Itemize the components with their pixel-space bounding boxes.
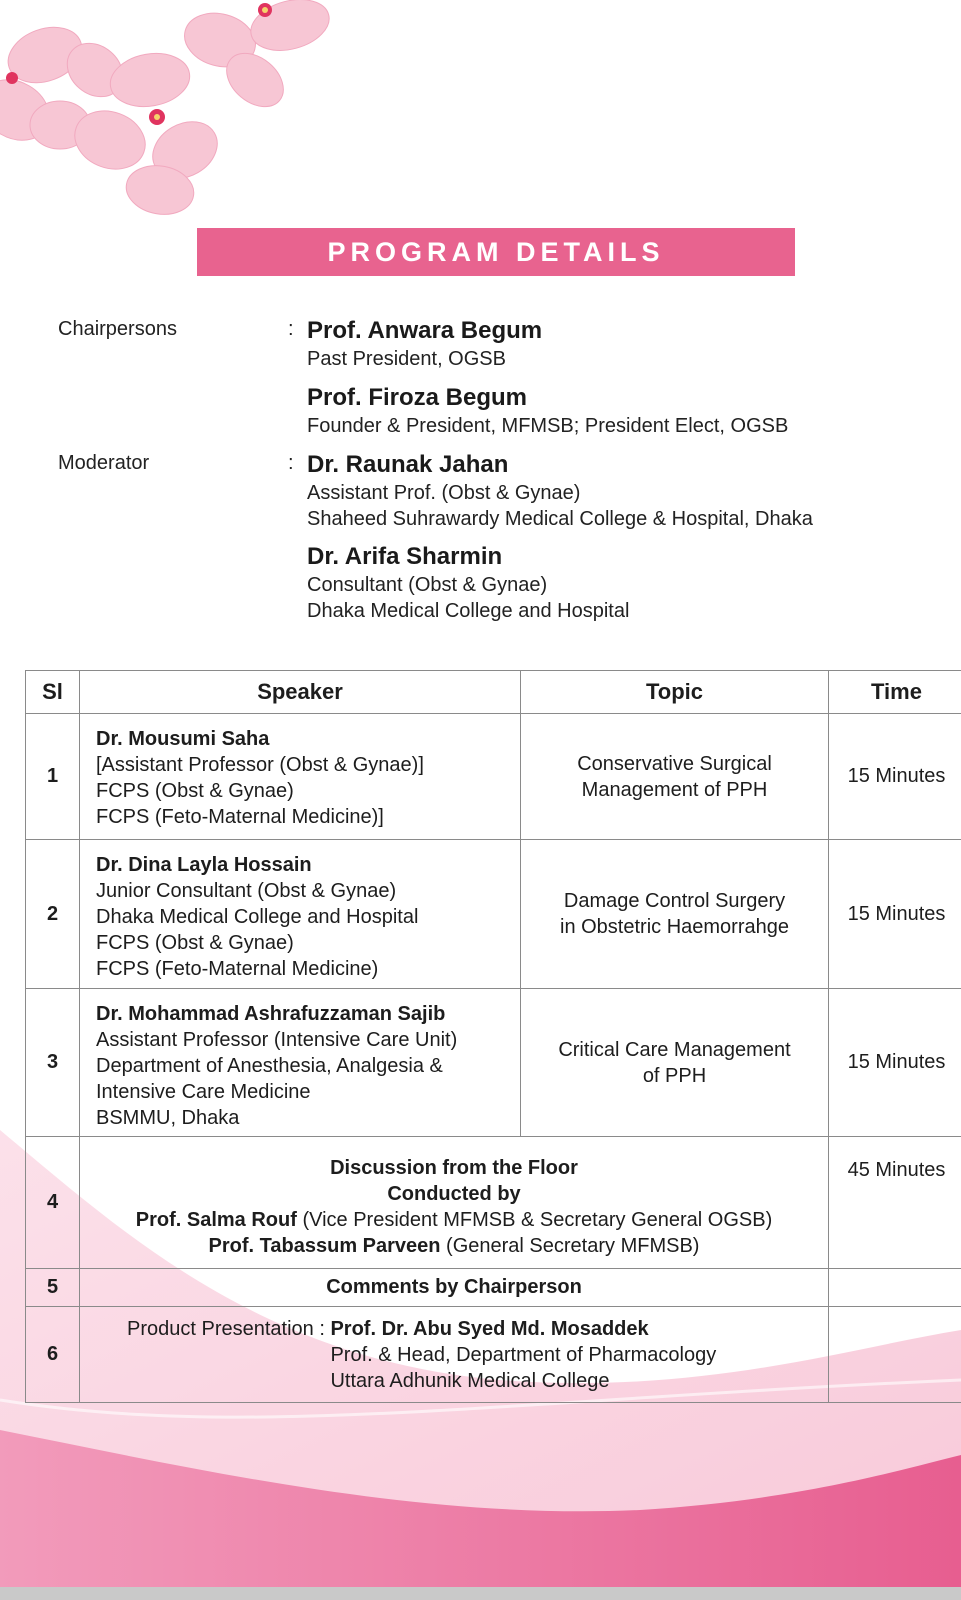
person-detail: Past President, OGSB — [307, 348, 506, 370]
table-row — [26, 989, 961, 1137]
chairpersons-colon: : — [288, 318, 294, 340]
speaker-name: Dr. Dina Layla Hossain — [96, 854, 312, 876]
moderator-label: Moderator — [58, 452, 150, 474]
table-header-row — [26, 671, 961, 714]
speaker-detail: Intensive Care Medicine — [96, 1081, 311, 1103]
speaker-detail: Assistant Professor (Intensive Care Unit) — [96, 1029, 458, 1051]
conductor-role: (Vice President MFMSB & Secretary General OGSB) — [296, 1209, 773, 1231]
topic-line: Conservative Surgical — [577, 752, 772, 775]
speaker-detail: FCPS (Obst & Gynae) — [96, 780, 294, 802]
chairperson-1 — [307, 316, 542, 372]
product-speaker-name: Prof. Dr. Abu Syed Md. Mosaddek — [330, 1318, 649, 1340]
topic-line: in Obstetric Haemorrahge — [560, 916, 789, 938]
conductor-name: Prof. Tabassum Parveen — [208, 1235, 441, 1257]
product-content — [81, 1308, 827, 1394]
chairperson-2 — [307, 383, 788, 439]
header-time: Time — [829, 671, 961, 714]
conductor-role: (General Secretary MFMSB) — [440, 1235, 700, 1257]
row-sl: 2 — [26, 840, 80, 989]
product-speaker-detail: Uttara Adhunik Medical College — [330, 1370, 610, 1392]
product-row — [26, 1307, 961, 1403]
conductor-1 — [81, 1207, 827, 1233]
table-row — [26, 840, 961, 989]
person-name: Dr. Raunak Jahan — [307, 451, 509, 478]
program-table — [25, 670, 961, 1403]
person-detail: Consultant (Obst & Gynae) — [307, 574, 548, 596]
moderator-1 — [307, 450, 813, 532]
row-topic — [521, 989, 829, 1137]
person-name: Dr. Arifa Sharmin — [307, 543, 503, 570]
product-speaker-detail: Prof. & Head, Department of Pharmacology — [330, 1344, 717, 1366]
table-row — [26, 714, 961, 840]
conductor-name: Prof. Salma Rouf — [135, 1209, 297, 1231]
comments-text: Comments by Chairperson — [80, 1269, 829, 1307]
header-speaker: Speaker — [80, 671, 521, 714]
speaker-name: Dr. Mousumi Saha — [96, 728, 270, 750]
row-time: 15 Minutes — [829, 989, 961, 1137]
row-topic — [521, 840, 829, 989]
row-sl: 1 — [26, 714, 80, 840]
moderator-2 — [307, 542, 629, 624]
person-detail: Assistant Prof. (Obst & Gynae) — [307, 482, 581, 504]
chairpersons-label: Chairpersons — [58, 318, 177, 340]
product-speaker — [330, 1316, 716, 1394]
row-sl: 6 — [26, 1307, 80, 1403]
speaker-detail: FCPS (Feto-Maternal Medicine)] — [96, 806, 384, 828]
row-time-empty — [829, 1307, 961, 1403]
row-time: 45 Minutes — [829, 1137, 961, 1269]
row-speaker — [80, 989, 521, 1137]
discussion-row — [26, 1137, 961, 1269]
conductor-2 — [81, 1233, 827, 1259]
discussion-title: Discussion from the Floor — [330, 1157, 578, 1179]
moderator-colon: : — [288, 452, 294, 474]
person-detail: Dhaka Medical College and Hospital — [307, 600, 630, 622]
speaker-detail: BSMMU, Dhaka — [96, 1107, 240, 1129]
product-block — [80, 1307, 829, 1403]
row-topic — [521, 714, 829, 840]
speaker-detail: Dhaka Medical College and Hospital — [96, 906, 419, 928]
topic-line: Management of PPH — [581, 778, 768, 801]
header-topic: Topic — [521, 671, 829, 714]
person-detail: Founder & President, MFMSB; President Elect, OGSB — [307, 415, 789, 437]
comments-row — [26, 1269, 961, 1307]
topic-line: of PPH — [642, 1064, 707, 1087]
speaker-detail: [Assistant Professor (Obst & Gynae)] — [96, 754, 424, 776]
speaker-detail: FCPS (Obst & Gynae) — [96, 932, 294, 954]
row-time-empty — [829, 1269, 961, 1307]
topic-line: Damage Control Surgery — [563, 890, 786, 912]
speaker-detail: Department of Anesthesia, Analgesia & — [96, 1055, 443, 1077]
speaker-detail: FCPS (Feto-Maternal Medicine) — [96, 958, 379, 980]
row-sl: 5 — [26, 1269, 80, 1307]
header-sl: Sl — [26, 671, 80, 714]
row-speaker — [80, 840, 521, 989]
row-speaker — [80, 714, 521, 840]
conducted-by: Conducted by — [387, 1183, 521, 1205]
person-name: Prof. Anwara Begum — [307, 317, 543, 344]
speaker-name: Dr. Mohammad Ashrafuzzaman Sajib — [96, 1003, 446, 1025]
program-details-banner: PROGRAM DETAILS — [197, 228, 795, 276]
row-time: 15 Minutes — [829, 840, 961, 989]
row-time: 15 Minutes — [829, 714, 961, 840]
speaker-detail: Junior Consultant (Obst & Gynae) — [96, 880, 397, 902]
row-sl: 4 — [26, 1137, 80, 1269]
discussion-block — [80, 1137, 829, 1269]
person-name: Prof. Firoza Begum — [307, 384, 528, 411]
cherry-blossom-decoration — [0, 0, 360, 225]
topic-line: Critical Care Management — [558, 1038, 791, 1061]
row-sl: 3 — [26, 989, 80, 1137]
product-label: Product Presentation : — [127, 1318, 331, 1340]
person-detail: Shaheed Suhrawardy Medical College & Hospital, Dhaka — [307, 508, 813, 530]
